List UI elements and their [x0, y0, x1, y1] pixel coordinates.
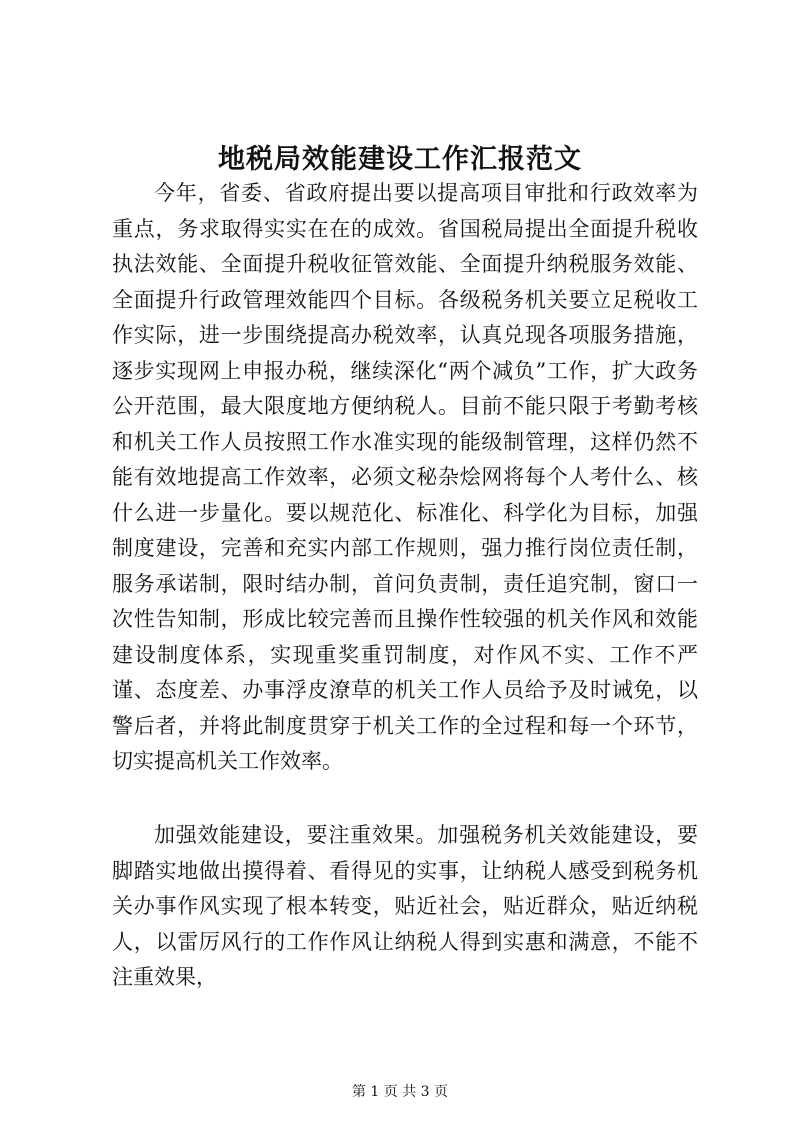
- page-number-footer: 第 1 页 共 3 页: [351, 1084, 449, 1100]
- document-title: 地税局效能建设工作汇报范文: [218, 144, 582, 175]
- body-paragraph-1: 今年，省委、省政府提出要以提高项目审批和行政效率为重点，务求取得实实在在的成效。省国税局提出全面提升税收执法效能、全面提升税收征管效能、全面提升纳税服务效能、全面提升行政管理效能四个目标。各级税务机关要立足税收工作实际，进一步围绕提高办税效率，认真兑现各项服务措施，逐步实现网上申报办税，继续深化“两个减负”工作，扩大政务公开范围，最大限度地方便纳税人。目前不能只限于考勤考核和机关工作人员按照工作水准实现的能级制管理，这样仍然不能有效地提高工作效率，必须文秘杂烩网将每个人考什么、核什么进一步量化。要以规范化、标准化、科学化为目标，加强制度建设，完善和充实内部工作规则，强力推行岗位责任制，服务承诺制，限时结办制，首问负责制，责任追究制，窗口一次性告知制，形成比较完善而且操作性较强的机关作风和效能建设制度体系，实现重奖重罚制度，对作风不实、工作不严谨、态度差、办事浮皮潦草的机关工作人员给予及时诫免，以警后者，并将此制度贯穿于机关工作的全过程和每一个环节，切实提高机关工作效率。: [112, 181, 698, 773]
- body-paragraph-2: 加强效能建设，要注重效果。加强税务机关效能建设，要脚踏实地做出摸得着、看得见的实事，让纳税人感受到税务机关办事作风实现了根本转变，贴近社会，贴近群众，贴近纳税人，以雷厉风行的工作作风让纳税人得到实惠和满意，不能不注重效果，: [112, 823, 698, 989]
